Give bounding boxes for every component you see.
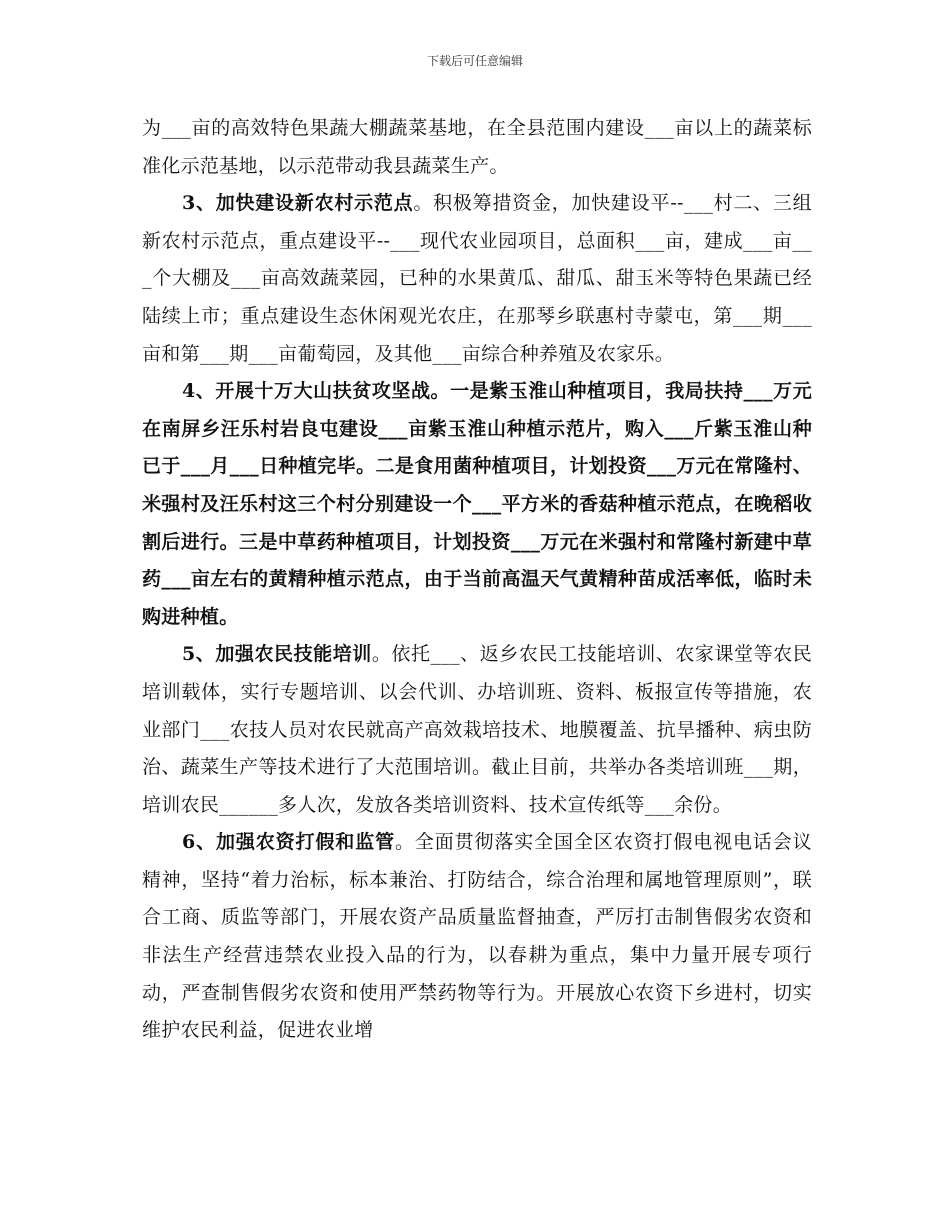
paragraph-text: 4、开展十万大山扶贫攻坚战。一是紫玉淮山种植项目，我局扶持___万元在南屏乡汪乐村岩良屯建设___亩紫玉淮山种植示范片，购入___斤紫玉淮山种已于___月___日种植完毕。二是食用菌种植项目，计划投资___万元在常隆村、米强村及汪乐村这三个村分别建设一个___平方米的香菇种植示范点，在晚稻收割后进行。三是中草药种植项目，计划投资___万元在米强村和常隆村新建中草药___亩左右的黄精种植示范点，由于当前高温天气黄精种苗成活率低，临时未购进种植。 xyxy=(142,380,812,628)
paragraph-section-3 xyxy=(142,185,812,373)
paragraph-text: 。全面贯彻落实全国全区农资打假电视电话会议精神，坚持“着力治标，标本兼治、打防结合，综合治理和属地管理原则”，联合工商、质监等部门，开展农资产品质量监督抽查，严厉打击制售假劣农资和非法生产经营违禁农业投入品的行为，以春耕为重点，集中力量开展专项行动，严查制售假劣农资和使用严禁药物等行为。开展放心农资下乡进村，切实维护农民利益，促进农业增 xyxy=(142,831,812,1042)
document-body xyxy=(142,110,812,1050)
paragraph-continuation xyxy=(142,110,812,185)
section-heading: 3、加快建设新农村示范点 xyxy=(182,192,414,215)
section-heading: 5、加强农民技能培训 xyxy=(182,643,372,666)
paragraph-section-6 xyxy=(142,824,812,1050)
paragraph-text: 。积极筹措资金，加快建设平--___村二、三组新农村示范点，重点建设平--___现代农业园项目，总面积___亩，建成___亩___个大棚及___亩高效蔬菜园，已种的水果黄瓜、甜瓜、甜玉米等特色果蔬已经陆续上市；重点建设生态休闲观光农庄，在那琴乡联惠村寺蒙屯，第___期___亩和第___期___亩葡萄园，及其他___亩综合种养殖及农家乐。 xyxy=(142,192,812,365)
section-heading: 6、加强农资打假和监管 xyxy=(182,831,395,854)
page-header: 下载后可任意编辑 xyxy=(426,54,523,68)
paragraph-section-5 xyxy=(142,636,812,824)
paragraph-text: 为___亩的高效特色果蔬大棚蔬菜基地，在全县范围内建设___亩以上的蔬菜标准化示范基地，以示范带动我县蔬菜生产。 xyxy=(142,117,812,177)
paragraph-text: 。依托___、返乡农民工技能培训、农家课堂等农民培训载体，实行专题培训、以会代训、办培训班、资料、板报宣传等措施，农业部门___农技人员对农民就高产高效栽培技术、地膜覆盖、抗旱播种、病虫防治、蔬菜生产等技术进行了大范围培训。截止目前，共举办各类培训班___期，培训农民______多人次，发放各类培训资料、技术宣传纸等___余份。 xyxy=(142,643,812,816)
paragraph-section-4 xyxy=(142,373,812,636)
